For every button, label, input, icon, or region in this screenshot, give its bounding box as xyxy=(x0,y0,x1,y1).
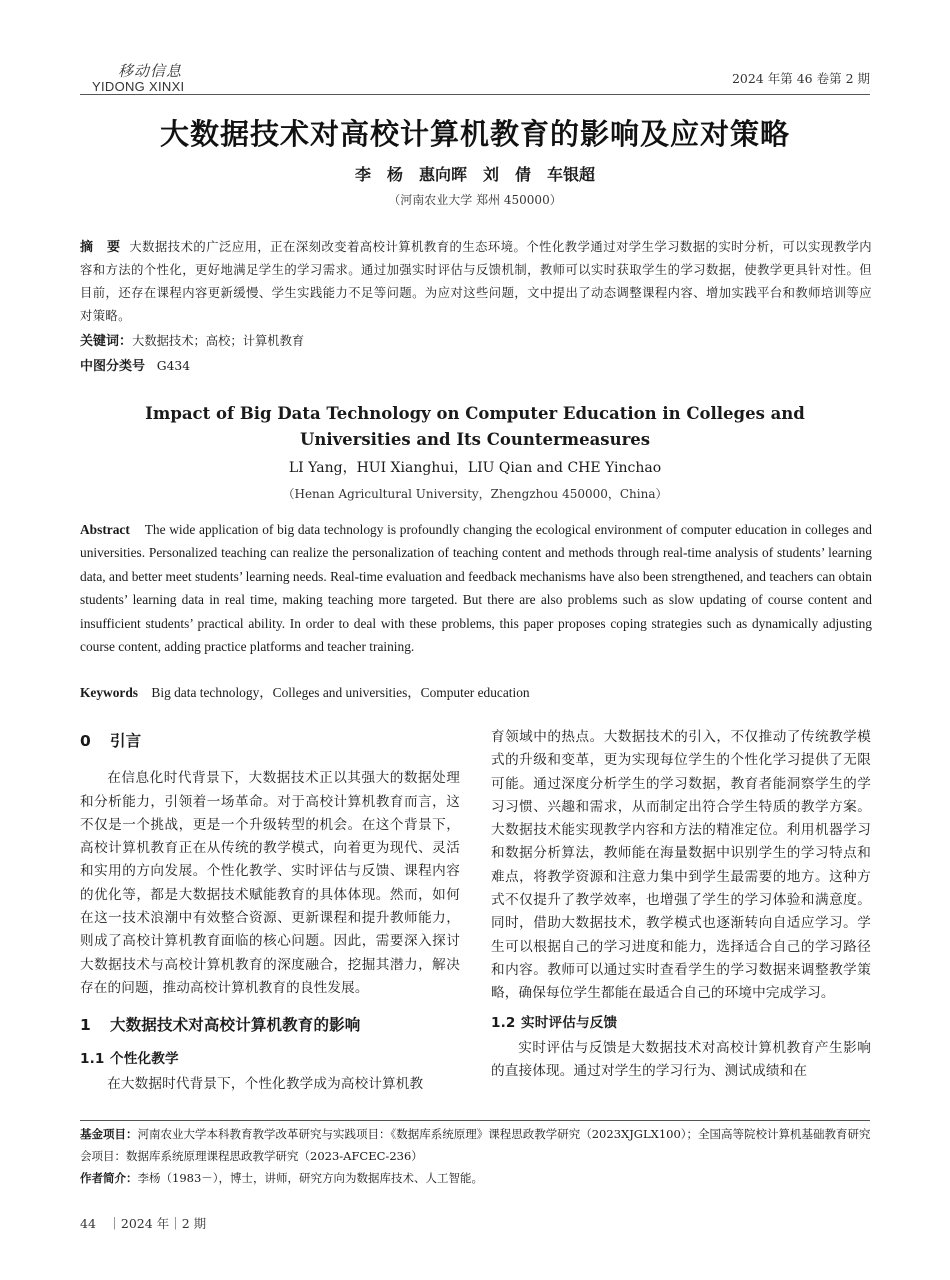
journal-name-cn: 移动信息 xyxy=(118,62,183,80)
paragraph: 实时评估与反馈是大数据技术对高校计算机教育产生影响的直接体现。通过对学生的学习行为、测试成绩和在 xyxy=(491,1039,871,1080)
abstract-en-text: The wide application of big data technology is profoundly changing the ecological environment of computer education in colleges and universities. Personalized teaching can realize the personalization of teaching content and methods through real-time analysis of students’ learning data, and better meet students’ learning needs. Real-time evaluation and feedback mechanisms have also been strengthened, and teachers can obtain students’ learning data in real time, making teaching more targeted. But there are also problems such as slow updating of course content and insufficient students’ practical ability. In order to deal with these problems, this paper proposes coping strategies such as dynamically adjusting course content, adding practice platforms and teacher training. xyxy=(80,522,872,655)
keywords-en-text: Big data technology，Colleges and universities，Computer education xyxy=(151,685,530,700)
paragraph: 在大数据时代背景下，个性化教学成为高校计算机教 xyxy=(107,1075,424,1092)
section-number: 1.2 xyxy=(491,1014,516,1031)
body-column-right xyxy=(491,726,871,1083)
abstract-en-label: Abstract xyxy=(80,522,130,537)
section-title: 实时评估与反馈 xyxy=(521,1014,618,1031)
author-list: 李 杨 惠向晖 刘 倩 车银超 xyxy=(354,165,595,184)
keywords-cn xyxy=(80,330,304,349)
classification-number xyxy=(80,355,190,374)
author-bio-text: 李杨（1983－），博士，讲师，研究方向为数据库技术、人工智能。 xyxy=(137,1171,484,1185)
header-divider xyxy=(80,94,870,95)
footnotes xyxy=(80,1123,872,1189)
clc-label: 中图分类号 xyxy=(80,359,146,374)
paragraph: 育领域中的热点。大数据技术的引入，不仅推动了传统教学模式的升级和变革，更为实现每位学生的个性化学习提供了无限可能。通过深度分析学生的学习数据，教育者能洞察学生的学习习惯、兴趣和需求，从而制定出符合学生特质的教学方案。大数据技术能实现教学内容和方法的精准定位。利用机器学习和数据分析算法，教师能在海量数据中识别学生的学习特点和难点，将教学资源和注意力集中到学生最需要的地方。这种方式不仅提升了教学效率，也增强了学生的学习体验和满意度。同时，借助大数据技术，教学模式也逐渐转向自适应学习。学生可以根据自己的学习进度和能力，选择适合自己的学习路径和内容。教师可以通过实时查看学生的学习数据来调整教学策略，确保每位学生都能在最适合自己的环境中完成学习。 xyxy=(491,729,871,1002)
english-title xyxy=(0,401,950,453)
section-number: 1.1 xyxy=(80,1050,105,1067)
footnote-divider xyxy=(80,1120,870,1121)
section-0-heading xyxy=(80,730,460,753)
clc-value: G434 xyxy=(156,359,191,373)
section-title: 个性化教学 xyxy=(110,1050,179,1067)
english-title-line1: Impact of Big Data Technology on Computer Education in Colleges and xyxy=(145,404,805,423)
affiliation: （河南农业大学 郑州 450000） xyxy=(388,193,562,207)
abstract-cn xyxy=(80,236,872,328)
paper-title: 大数据技术对高校计算机教育的影响及应对策略 xyxy=(159,117,790,151)
author-bio xyxy=(80,1167,872,1189)
abstract-cn-label: 摘 要 xyxy=(80,240,121,255)
journal-name-en: YIDONG XINXI xyxy=(92,79,185,94)
keywords-cn-label: 关键词： xyxy=(80,334,133,349)
keywords-en xyxy=(80,682,530,701)
section-number: 0 xyxy=(80,732,91,750)
issue-info: 2024 年第 46 卷第 2 期 xyxy=(731,71,870,86)
author-bio-label: 作者简介： xyxy=(80,1171,138,1185)
keywords-en-label: Keywords xyxy=(80,685,139,700)
section-1-heading xyxy=(80,1014,460,1037)
body-column-left xyxy=(80,726,460,1096)
abstract-en xyxy=(80,518,872,658)
section-title: 大数据技术对高校计算机教育的影响 xyxy=(110,1016,361,1035)
funding-label: 基金项目： xyxy=(80,1127,138,1141)
abstract-cn-text: 大数据技术的广泛应用，正在深刻改变着高校计算机教育的生态环境。个性化教学通过对学生学习数据的实时分析，可以实现教学内容和方法的个性化，更好地满足学生的学习需求。通过加强实时评估与反馈机制，教师可以实时获取学生的学习数据，使教学更具针对性。但目前，还存在课程内容更新缓慢、学生实践能力不足等问题。为应对这些问题，文中提出了动态调整课程内容、增加实践平台和教师培训等应对策略。 xyxy=(80,240,873,323)
paragraph: 在信息化时代背景下，大数据技术正以其强大的数据处理和分析能力，引领着一场革命。对于高校计算机教育而言，这不仅是一个挑战，更是一个升级转型的机会。在这个背景下，高校计算机教育正在从传统的教学模式，向着更为现代、灵活和实用的方向发展。个性化教学、实时评估与反馈、课程内容的优化等，都是大数据技术赋能教育的具体体现。然而，如何在这一技术浪潮中有效整合资源、更新课程和提升教师能力，则成了高校计算机教育面临的核心问题。因此，需要深入探讨大数据技术与高校计算机教育的深度融合，挖掘其潜力，解决存在的问题，推动高校计算机教育的良性发展。 xyxy=(80,770,460,996)
section-number: 1 xyxy=(80,1016,91,1035)
section-1-1-heading xyxy=(80,1048,460,1071)
keywords-cn-text: 大数据技术；高校；计算机教育 xyxy=(132,334,305,348)
section-1-2-heading xyxy=(491,1012,871,1035)
english-authors: LI Yang，HUI Xianghui，LIU Qian and CHE Yinchao xyxy=(288,460,662,476)
section-title: 引言 xyxy=(110,732,142,750)
funding-note xyxy=(80,1123,872,1167)
page-number: 44 ｜2024 年｜2 期 xyxy=(80,1216,207,1231)
english-affiliation: （Henan Agricultural University，Zhengzhou 450000，China） xyxy=(282,487,668,501)
english-title-line2: Universities and Its Countermeasures xyxy=(299,430,651,449)
funding-text: 河南农业大学本科教育教学改革研究与实践项目：《数据库系统原理》课程思政教学研究（2023XJGLX100）；全国高等院校计算机基础教育研究会项目：数据库系统原理课程思政教学研究（2023-AFCEC-236） xyxy=(80,1127,871,1163)
